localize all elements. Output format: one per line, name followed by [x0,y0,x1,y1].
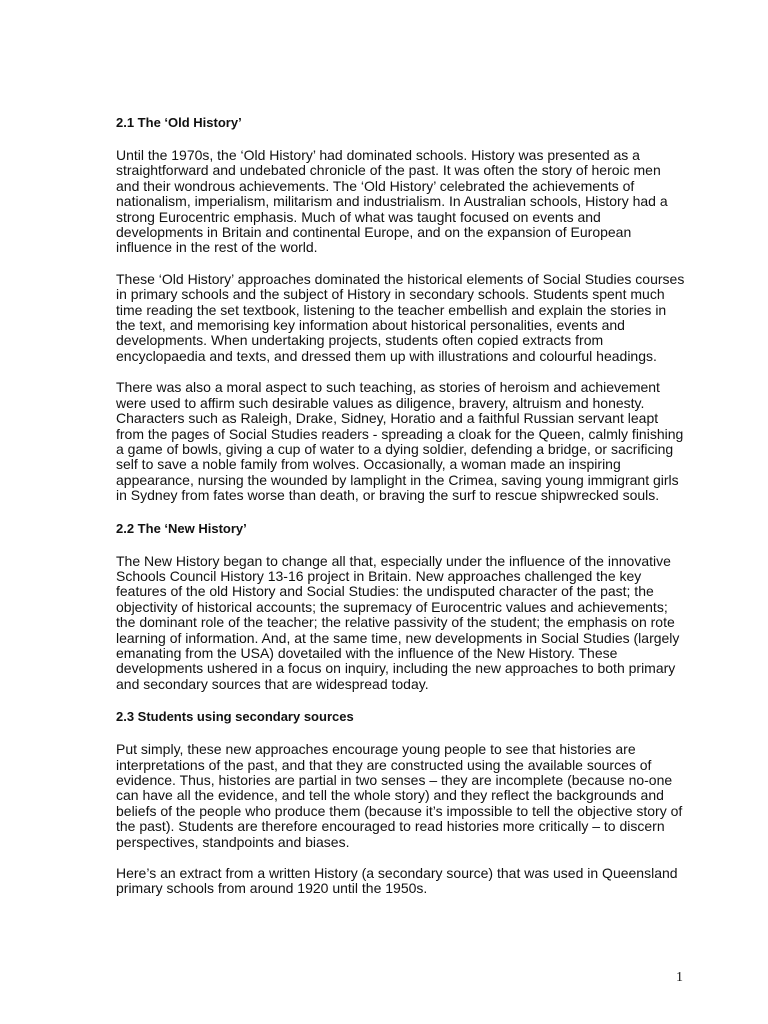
section-heading-secondary-sources: 2.3 Students using secondary sources [116,709,354,725]
paragraph-new-history-1: The New History began to change all that, especially under the influence of the innovative Schools Council History 13-16 project in Britain. New approaches challenged the key features of the old History and Social Studies: the undisputed character of the past; the objectivity of historical accounts; the supremacy of Eurocentric values and achievements; the dominant role of the teacher; the relative passivity of the student; the emphasis on rote learning of information. And, at the same time, new developments in Social Studies (largely emanating from the USA) dovetailed with the influence of the New History. These developments ushered in a focus on inquiry, including the new approaches to both primary and secondary sources that are widespread today. [116,552,680,692]
section-heading-new-history: 2.2 The ‘New History’ [116,520,247,536]
paragraph-old-history-2: These ‘Old History’ approaches dominated the historical elements of Social Studies courses in primary schools and the subject of History in secondary schools. Students spent much time reading the set textbook, listening to the teacher embellish and explain the stories in the text, and memorising key information about historical personalities, events and developments. When undertaking projects, students often copied extracts from encyclopaedia and texts, and dressed them up with illustrations and colourful headings. [116,270,685,364]
paragraph-secondary-sources-1: Put simply, these new approaches encourage young people to see that histories are interpretations of the past, and that they are constructed using the available sources of evidence. Thus, histories are partial in two senses – they are incomplete (because no-one can have all the evidence, and tell the whole story) and they reflect the backgrounds and beliefs of the people who produce them (because it’s impossible to tell the objective story of the past). Students are therefore encouraged to read histories more critically – to discern perspectives, standpoints and biases. [116,741,683,850]
paragraph-old-history-3: There was also a moral aspect to such teaching, as stories of heroism and achievement were used to affirm such desirable values as diligence, bravery, altruism and honesty. Characters such as Raleigh, Drake, Sidney, Horatio and a faithful Russian servant leapt from the pages of Social Studies readers - spreading a cloak for the Queen, calmly finishing a game of bowls, giving a cup of water to a dying soldier, defending a bridge, or sacrificing self to save a noble family from wolves. Occasionally, a woman made an inspiring appearance, nursing the wounded by lamplight in the Crimea, saving young immigrant girls in Sydney from fates worse than death, or braving the surf to rescue shipwrecked souls. [116,379,684,504]
paragraph-old-history-1: Until the 1970s, the ‘Old History’ had dominated schools. History was presented as a straightforward and undebated chronicle of the past. It was often the story of heroic men and their wondrous achievements. The ‘Old History’ celebrated the achievements of nationalism, imperialism, militarism and industrialism. In Australian schools, History had a strong Eurocentric emphasis. Much of what was taught focused on events and developments in Britain and continental Europe, and on the expansion of European influence in the rest of the world. [116,147,668,256]
document-page [116,114,686,913]
paragraph-secondary-sources-2: Here’s an extract from a written History (a secondary source) that was used in Queensland primary schools from around 1920 until the 1950s. [116,865,678,897]
section-heading-old-history: 2.1 The ‘Old History’ [116,115,242,130]
page-number: 1 [676,970,683,985]
